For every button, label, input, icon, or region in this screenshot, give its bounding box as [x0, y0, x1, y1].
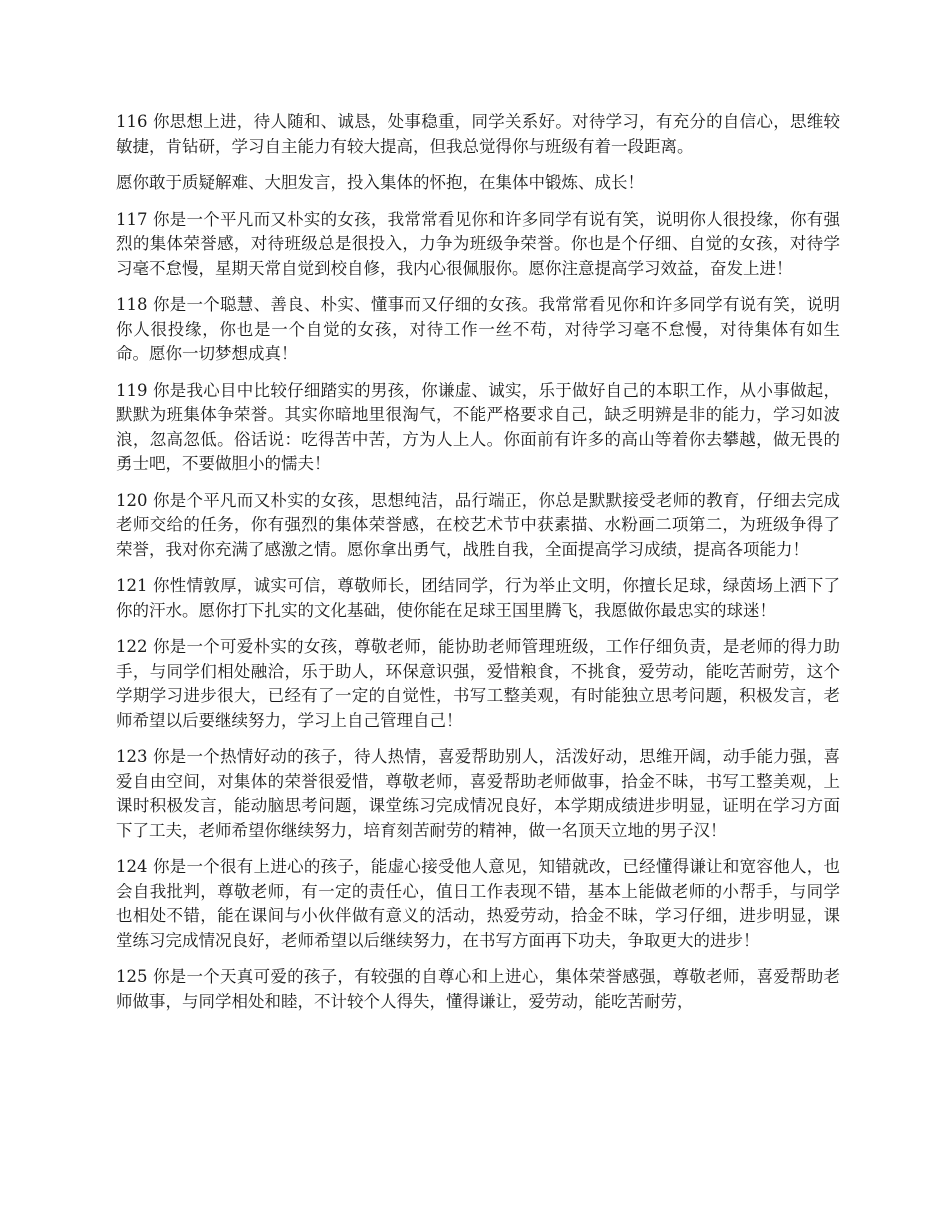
document-body — [116, 110, 840, 1026]
comment-paragraph-124: 124 你是一个很有上进心的孩子，能虚心接受他人意见，知错就改，已经懂得谦让和宽容他人，也会自我批判，尊敬老师，有一定的责任心，值日工作表现不错，基本上能做老师的小帮手，与同学也相处不错，能在课间与小伙伴做有意义的活动，热爱劳动，拾金不昧，学习仔细，进步明显，课堂练习完成情况良好，老师希望以后继续努力，在书写方面再下功夫，争取更大的进步！ — [116, 857, 840, 950]
comment-paragraph-116: 116 你思想上进，待人随和、诚恳，处事稳重，同学关系好。对待学习，有充分的自信心，思维较敏捷，肯钻研，学习自主能力有较大提高，但我总觉得你与班级有着一段距离。 — [116, 112, 840, 156]
comment-paragraph-125: 125 你是一个天真可爱的孩子，有较强的自尊心和上进心，集体荣誉感强，尊敬老师，喜爱帮助老师做事，与同学相处和睦，不计较个人得失，懂得谦让，爱劳动，能吃苦耐劳， — [116, 967, 840, 1011]
comment-paragraph-123: 123 你是一个热情好动的孩子，待人热情，喜爱帮助别人，活泼好动，思维开阔，动手能力强，喜爱自由空间，对集体的荣誉很爱惜，尊敬老师，喜爱帮助老师做事，拾金不昧，书写工整美观，上课时积极发言，能动脑思考问题，课堂练习完成情况良好，本学期成绩进步明显，证明在学习方面下了工夫，老师希望你继续努力，培育刻苦耐劳的精神，做一名顶天立地的男子汉！ — [116, 747, 840, 840]
comment-paragraph-119: 119 你是我心目中比较仔细踏实的男孩，你谦虚、诚实，乐于做好自己的本职工作，从小事做起，默默为班集体争荣誉。其实你暗地里很淘气，不能严格要求自己，缺乏明辨是非的能力，学习如波浪，忽高忽低。俗话说：吃得苦中苦，方为人上人。你面前有许多的高山等着你去攀越，做无畏的勇士吧，不要做胆小的懦夫！ — [116, 380, 840, 473]
comment-paragraph-116-wish: 愿你敢于质疑解难、大胆发言，投入集体的怀抱，在集体中锻炼、成长！ — [116, 173, 644, 192]
comment-paragraph-120: 120 你是个平凡而又朴实的女孩，思想纯洁，品行端正，你总是默默接受老师的教育，仔细去完成老师交给的任务，你有强烈的集体荣誉感，在校艺术节中获素描、水粉画二项第二，为班级争得了荣誉，我对你充满了感激之情。愿你拿出勇气，战胜自我，全面提高学习成绩，提高各项能力！ — [116, 490, 840, 559]
comment-paragraph-117: 117 你是一个平凡而又朴实的女孩，我常常看见你和许多同学有说有笑，说明你人很投缘，你有强烈的集体荣誉感，对待班级总是很投入，力争为班级争荣誉。你也是个仔细、自觉的女孩，对待学习毫不怠慢，星期天常自觉到校自修，我内心很佩服你。愿你注意提高学习效益，奋发上进！ — [116, 209, 840, 278]
comment-paragraph-122: 122 你是一个可爱朴实的女孩，尊敬老师，能协助老师管理班级，工作仔细负责，是老师的得力助手，与同学们相处融洽，乐于助人，环保意识强，爱惜粮食，不挑食，爱劳动，能吃苦耐劳，这个学期学习进步很大，已经有了一定的自觉性，书写工整美观，有时能独立思考问题，积极发言，老师希望以后要继续努力，学习上自己管理自己！ — [116, 637, 840, 730]
comment-paragraph-121: 121 你性情敦厚，诚实可信，尊敬师长，团结同学，行为举止文明，你擅长足球，绿茵场上洒下了你的汗水。愿你打下扎实的文化基础，使你能在足球王国里腾飞，我愿做你最忠实的球迷！ — [116, 576, 840, 620]
comment-paragraph-118: 118 你是一个聪慧、善良、朴实、懂事而又仔细的女孩。我常常看见你和许多同学有说有笑，说明你人很投缘，你也是一个自觉的女孩，对待工作一丝不苟，对待学习毫不怠慢，对待集体有如生命。愿你一切梦想成真！ — [116, 295, 840, 363]
